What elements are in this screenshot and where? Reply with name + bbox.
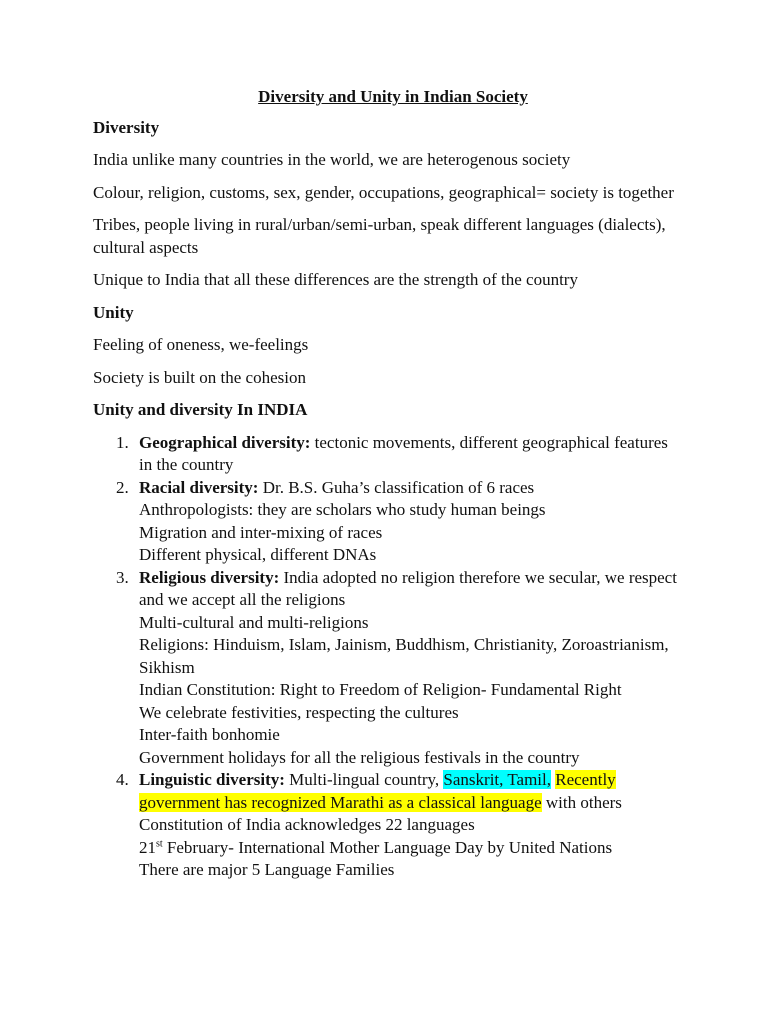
list-number: 1.	[116, 432, 129, 452]
document-title: Diversity and Unity in Indian Society	[258, 87, 528, 106]
item-lead: Religious diversity:	[139, 567, 280, 587]
item-line: We celebrate festivities, respecting the cultures	[139, 702, 459, 722]
item-lead: Racial diversity:	[139, 477, 259, 497]
paragraph: Feeling of oneness, we-feelings	[93, 335, 309, 354]
item-line: Government holidays for all the religious festivals in the country	[139, 747, 580, 767]
item-line: Inter-faith bonhomie	[139, 725, 280, 744]
highlight-yellow: Recently government has recognized Marathi as a classical language	[139, 770, 616, 812]
item-text: Dr. B.S. Guha’s classification of 6 races	[258, 477, 535, 497]
list-number: 4.	[116, 770, 129, 789]
list-item-geographical	[93, 432, 683, 477]
item-line: Different physical, different DNAs	[139, 545, 377, 564]
item-line: Constitution of India acknowledges 22 languages	[139, 815, 475, 834]
numbered-list	[93, 432, 683, 882]
list-item-racial	[93, 477, 683, 567]
section-heading-diversity: Diversity	[93, 117, 160, 137]
item-line: There are major 5 Language Families	[139, 860, 395, 879]
item-line-mother-language-day	[139, 837, 683, 860]
paragraph: Tribes, people living in rural/urban/semi-urban, speak different languages (dialects), cultural aspects	[93, 215, 666, 257]
section-heading-unity-and-diversity: Unity and diversity In INDIA	[93, 400, 308, 419]
item-line: Religions: Hinduism, Islam, Jainism, Buddhism, Christianity, Zoroastrianism, Sikhism	[139, 635, 669, 677]
item-lead: Linguistic diversity:	[139, 770, 285, 789]
list-item-linguistic	[93, 769, 683, 882]
paragraph: Unique to India that all these differences are the strength of the country	[93, 270, 578, 289]
list-item-religious	[93, 567, 683, 770]
ordinal-suffix: st	[156, 837, 163, 849]
item-line: Indian Constitution: Right to Freedom of Religion- Fundamental Right	[139, 680, 622, 699]
item-line: Anthropologists: they are scholars who study human beings	[139, 500, 546, 519]
paragraph: India unlike many countries in the world, we are heterogenous society	[93, 150, 571, 169]
item-line: Migration and inter-mixing of races	[139, 522, 383, 542]
list-number: 2.	[116, 477, 129, 497]
document-page	[93, 86, 683, 882]
item-text: India adopted no religion therefore we secular, we respect and we accept all the religions	[139, 567, 677, 609]
item-text: Multi-lingual country,	[284, 770, 444, 789]
paragraph: Colour, religion, customs, sex, gender, occupations, geographical= society is together	[93, 182, 674, 202]
item-text: tectonic movements, different geographical features in the country	[139, 432, 668, 474]
section-heading-unity: Unity	[93, 302, 134, 322]
item-lead: Geographical diversity:	[139, 432, 311, 452]
paragraph: Society is built on the cohesion	[93, 367, 306, 387]
highlight-cyan: Sanskrit, Tamil,	[443, 770, 551, 789]
item-text-after: with others	[541, 792, 622, 812]
day-number: 21	[139, 837, 156, 857]
item-line: Multi-cultural and multi-religions	[139, 612, 369, 632]
list-number: 3.	[116, 567, 129, 587]
day-text: February- International Mother Language Day by United Nations	[162, 837, 613, 857]
